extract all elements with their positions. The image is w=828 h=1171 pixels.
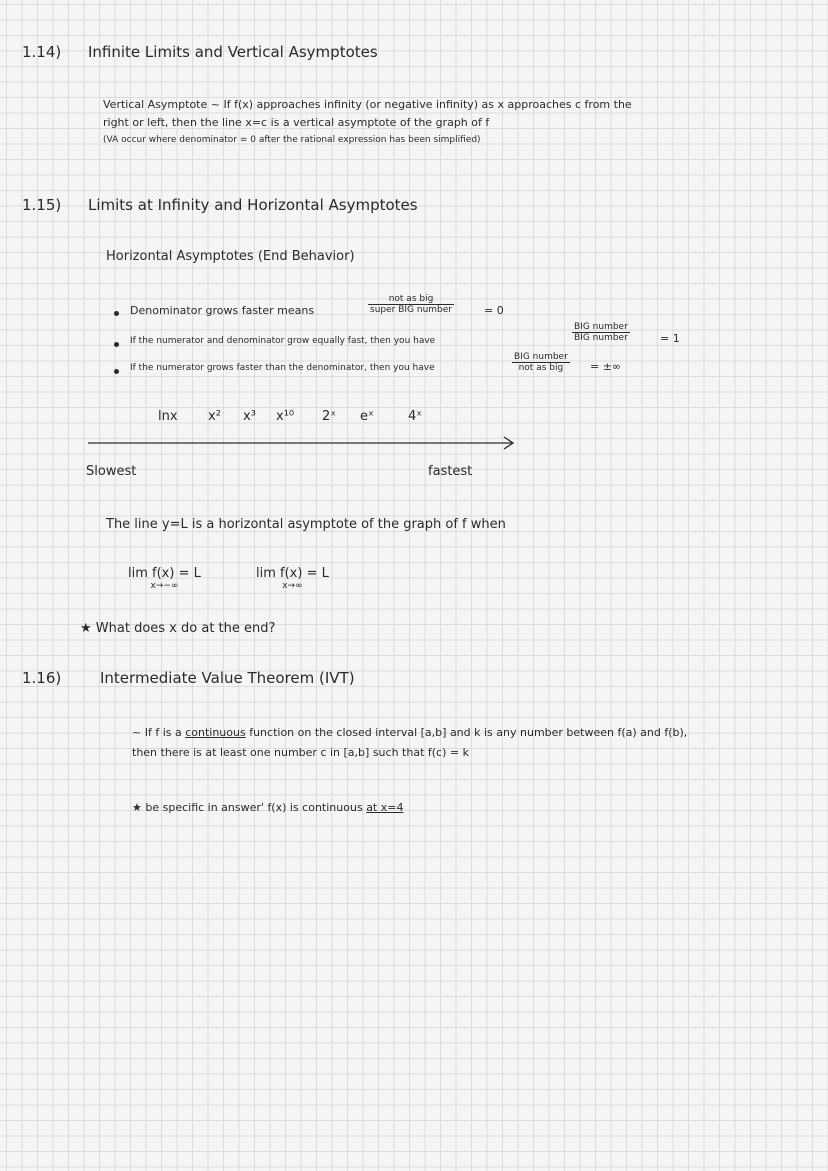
- ivt-tip: [132, 802, 403, 814]
- ivt-tip-underlined: at x=4: [366, 801, 404, 814]
- ivt-tip-pre: ★ be specific in answer' f(x) is continuous: [132, 801, 367, 814]
- fastest-label: fastest: [428, 464, 473, 479]
- bullet-1-text: Denominator grows faster means: [130, 304, 315, 317]
- bullet-2-result: = 1: [660, 332, 680, 345]
- ha-subtitle: Horizontal Asymptotes (End Behavior): [106, 249, 355, 264]
- section-number-1-14: 1.14): [22, 43, 62, 61]
- ha-definition: The line y=L is a horizontal asymptote of the graph of f when: [106, 517, 506, 532]
- bullet-3-denominator: not as big: [518, 363, 564, 373]
- bullet-1-result: = 0: [484, 304, 504, 317]
- section-number-1-16: 1.16): [22, 669, 62, 687]
- limit-pos-infinity: [256, 567, 329, 592]
- growth-term-2: x²: [208, 409, 221, 424]
- limit-pos-infinity-expr: lim f(x) = L: [256, 566, 329, 581]
- bullet-3-numerator: BIG number: [514, 352, 568, 362]
- section-title-1-14: Infinite Limits and Vertical Asymptotes: [88, 43, 378, 61]
- bullet-1-denominator: super BIG number: [370, 305, 452, 315]
- bullet-2-denominator: BIG number: [574, 333, 628, 343]
- section-title-1-15: Limits at Infinity and Horizontal Asymptotes: [88, 196, 418, 214]
- end-behavior-note: ★ What does x do at the end?: [80, 621, 276, 636]
- growth-term-1: lnx: [158, 409, 178, 424]
- bullet-2-text: If the numerator and denominator grow equally fast, then you have: [130, 336, 436, 346]
- bullet-2-numerator: BIG number: [574, 322, 628, 332]
- ivt-post: function on the closed interval [a,b] and k is any number between f(a) and f(b),: [245, 726, 688, 739]
- va-definition-line-3: (VA occur where denominator = 0 after the rational expression has been simplified): [103, 135, 481, 145]
- limit-neg-infinity-sub: x→−∞: [150, 581, 179, 592]
- limit-neg-infinity: [128, 567, 201, 592]
- growth-term-3: x³: [243, 409, 256, 424]
- va-definition-line-2: right or left, then the line x=c is a vertical asymptote of the graph of f: [103, 116, 490, 129]
- ivt-continuous: continuous: [185, 726, 246, 739]
- growth-term-5: 2ˣ: [322, 409, 337, 424]
- growth-term-7: 4ˣ: [408, 409, 423, 424]
- va-definition-line-1: Vertical Asymptote ~ If f(x) approaches infinity (or negative infinity) as x approaches c from the: [103, 98, 632, 111]
- growth-term-6: eˣ: [360, 409, 374, 424]
- ivt-statement-line-1: [132, 727, 687, 739]
- section-title-1-16: Intermediate Value Theorem (IVT): [100, 669, 355, 687]
- growth-term-4: x¹⁰: [276, 409, 295, 424]
- limit-pos-infinity-sub: x→∞: [282, 581, 303, 592]
- bullet-1-numerator: not as big: [368, 294, 454, 305]
- limit-neg-infinity-expr: lim f(x) = L: [128, 566, 201, 581]
- slowest-label: Slowest: [86, 464, 137, 479]
- bullet-3-result: = ±∞: [590, 360, 622, 373]
- ivt-pre: ~ If f is a: [132, 726, 186, 739]
- section-number-1-15: 1.15): [22, 196, 62, 214]
- ivt-statement-line-2: then there is at least one number c in [a,b] such that f(c) = k: [132, 746, 469, 759]
- bullet-3-text: If the numerator grows faster than the denominator, then you have: [130, 363, 435, 373]
